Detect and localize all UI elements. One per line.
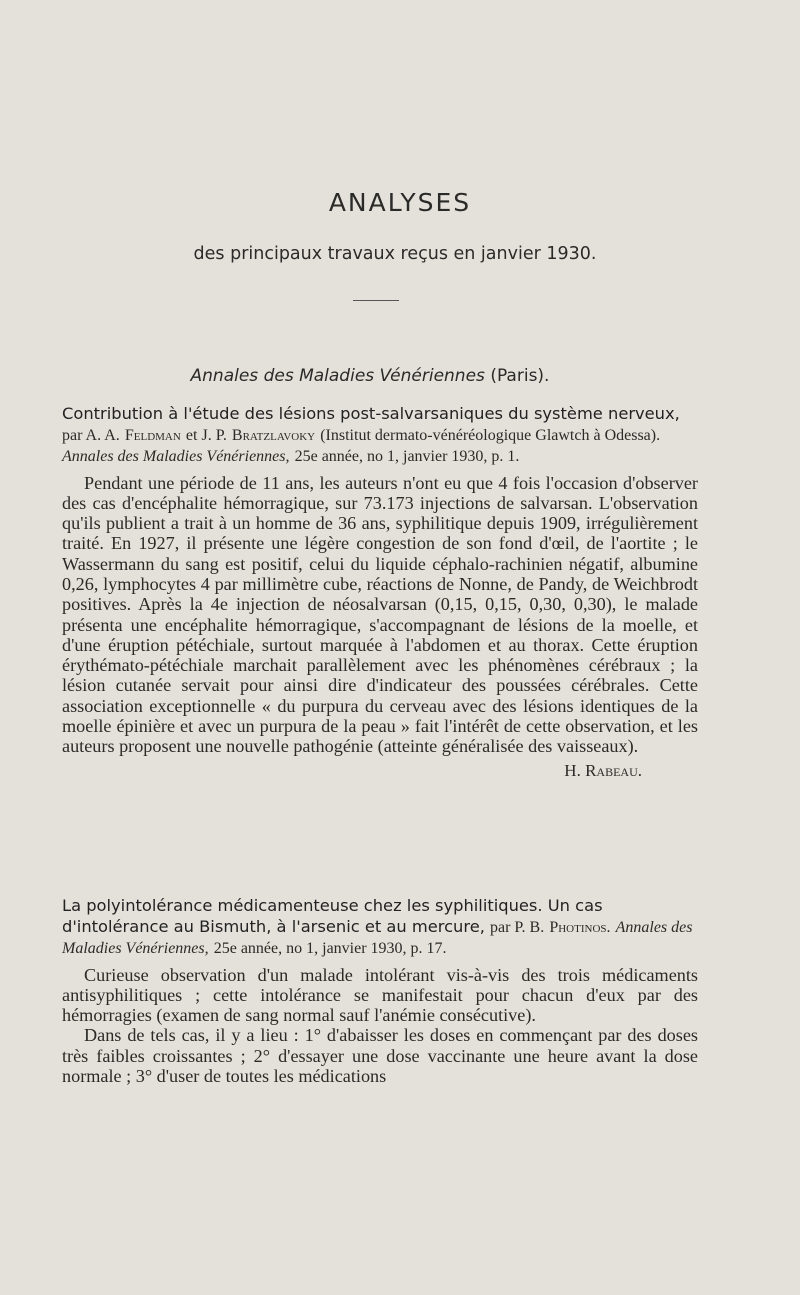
article-1-author-1: Feldman <box>124 426 181 444</box>
page-subtitle: des principaux travaux reçus en janvier 1930. <box>193 244 597 264</box>
article-2-body-1-text: Curieuse observation d'un malade intolérant vis-à-vis des trois médicaments antisyphilitiques ; cette intolérance se manifestait pour chacun d'eux par des hémorragies (examen de sang normal sauf l'anémie consécutive). <box>62 964 698 1026</box>
article-2-heading <box>62 896 698 959</box>
article-1-journal: Annales des Maladies Vénériennes, <box>62 447 290 465</box>
article-1-signature: H. Rabeau. <box>564 760 642 780</box>
article-1-heading <box>62 404 698 467</box>
article-2-title: La polyintolérance médicamenteuse chez les syphilitiques. Un cas d'intolérance au Bismuth, à l'arsenic et au mercure, <box>62 896 603 936</box>
article-1-title: Contribution à l'étude des lésions post-salvarsaniques du système nerveux, <box>62 404 680 423</box>
journal-name: Annales des Maladies Vénériennes <box>190 366 485 386</box>
article-2-citation: 25e année, no 1, janvier 1930, p. 17. <box>213 939 447 957</box>
article-1-et: et J. P. <box>185 426 227 444</box>
article-1-institution: (Institut dermato-vénéréologique Glawtch à Odessa). <box>320 426 661 444</box>
article-1-body <box>62 473 698 757</box>
article-1-citation: 25e année, no 1, janvier 1930, p. 1. <box>294 447 520 465</box>
article-2 <box>62 896 698 1086</box>
article-1-par: par A. A. <box>62 426 120 444</box>
journal-place: (Paris). <box>490 366 550 386</box>
article-2-body-2-text: Dans de tels cas, il y a lieu : 1° d'abaisser les doses en commençant par des doses très faibles croissantes ; 2° d'essayer une dose vaccinante une heure avant la dose normale ; 3° d'user de toutes les médications <box>62 1025 698 1086</box>
article-2-author: Photinos. <box>549 918 611 936</box>
article-2-journal: Annales des Maladies Vénériennes, <box>62 918 693 957</box>
journal-heading <box>0 366 740 386</box>
article-2-body-2 <box>62 1025 698 1086</box>
article-2-body-1 <box>62 965 698 1026</box>
article-1-body-text: Pendant une période de 11 ans, les auteurs n'ont eu que 4 fois l'occasion d'observer des cas d'encéphalite hémorragique, sur 73.173 injections de salvarsan. L'observation qu'ils publient a trait à un homme de 36 ans, syphilitique depuis 1909, irrégulièrement traité. En 1927, il présente une légère congestion de son fond d'œil, de l'aortite ; le Wassermann du sang est positif, celui du liquide céphalo-rachinien négatif, albumine 0,26, lymphocytes 4 par millimètre cube, réactions de Nonne, de Pandy, de Weichbrodt positives. Après la 4e injection de néosalvarsan (0,15, 0,15, 0,30, 0,30), le malade présenta une encéphalite hémorragique, s'accompagnant de lésions de la moelle, et d'une éruption pétéchiale, surtout marquée à l'abdomen et au thorax. Cette éruption érythémato-pétéchiale marchait parallèlement avec les phénomènes cérébraux ; la lésion cutanée servait pour ainsi dire d'indicateur des poussées cérébrales. Cette association exceptionnelle « du purpura du cerveau avec des lésions identiques de la moelle épinière et avec un purpura de la peau » fait l'intérêt de cette observation, et les auteurs proposent une nouvelle pathogénie (atteinte généralisée des vaisseaux). <box>62 472 698 757</box>
article-2-par: par P. B. <box>490 918 545 936</box>
page-title: ANALYSES <box>328 188 472 217</box>
divider <box>353 300 399 301</box>
article-1 <box>62 404 698 781</box>
article-1-author-2: Bratzlavoky <box>231 426 316 444</box>
